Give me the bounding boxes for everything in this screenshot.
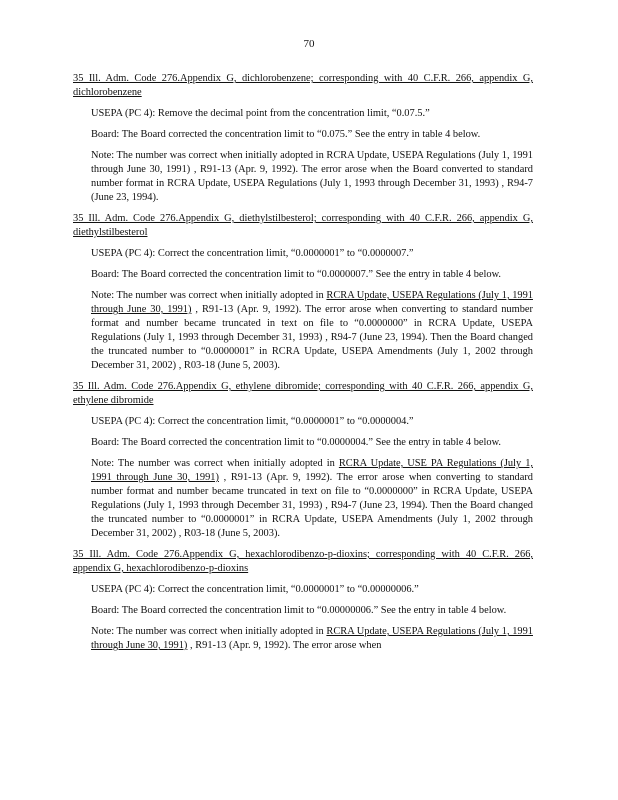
usepa-comment: USEPA (PC 4): Correct the concentration limit, “0.0000001” to “0.00000006.”: [91, 584, 419, 595]
note: [91, 289, 533, 373]
entry-heading: [73, 212, 533, 240]
page-number: 70: [303, 38, 315, 50]
note: [91, 457, 533, 541]
note-text-rest: , R91-13 (Apr. 9, 1992). The error arose when: [187, 640, 382, 651]
note-text: Note: The number was correct when initially adopted in RCRA Update, USEPA Regulations (July 1, 1991 through June 30, 1991) , R91-13 (Apr. 9, 1992). The error arose when the Board converted to standard number format in RCRA Update, USEPA Regulations (July 1, 1993 through December 31, 1993) , R94-7 (June 23, 1994).: [91, 150, 533, 203]
note-text-rest: , R91-13 (Apr. 9, 1992). The error arose when converting to standard number format and number became truncated in text on file to “0.0000000” in RCRA Update, USEPA Regulations (July 1, 1993 through December 31, 1993) , R94-7 (June 23, 1994). Then the Board changed the truncated number to “0.0000001” in RCRA Update, USEPA Amendments (July 1, 2002 through December 31, 2002) , R03-18 (June 5, 2003).: [91, 304, 533, 371]
note-text-start: Note: The number was correct when initially adopted in: [91, 626, 327, 637]
entry-heading-text: 35 Ill. Adm. Code 276.Appendix G, dichlorobenzene; corresponding with 40 C.F.R. 266, appendix G, dichlorobenzene: [73, 73, 533, 98]
usepa-comment: USEPA (PC 4): Remove the decimal point from the concentration limit, “0.07.5.”: [91, 108, 430, 119]
entry-diethylstilbesterol: [73, 212, 533, 373]
note: [91, 149, 533, 205]
entry-heading-text: 35 Ill. Adm. Code 276.Appendix G, ethylene dibromide; corresponding with 40 C.F.R. 266, appendix G, ethylene dibromide: [73, 381, 533, 406]
note-text-start: Note: The number was correct when initially adopted in: [91, 290, 327, 301]
entry-heading: [73, 72, 533, 100]
note-text-start: Note: The number was correct when initially adopted in: [91, 458, 339, 469]
entry-ethylene-dibromide: [73, 380, 533, 541]
note: [91, 625, 533, 653]
board-response: Board: The Board corrected the concentration limit to “0.00000006.” See the entry in table 4 below.: [91, 605, 507, 616]
note-text-rest: , R91-13 (Apr. 9, 1992). The error arose when converting to standard number format and number became truncated in text on file to “0.0000000” in RCRA Update, USEPA Regulations (July 1, 1993 through December 31, 1993) , R94-7 (June 23, 1994). Then the Board changed the truncated number to “0.0000001” in RCRA Update, USEPA Amendments (July 1, 2002 through December 31, 2002) , R03-18 (June 5, 2003).: [91, 472, 533, 539]
entry-hexachlorodibenzo-p-dioxins: [73, 548, 533, 653]
entry-dichlorobenzene: [73, 72, 533, 205]
entry-heading-text: 35 Ill. Adm. Code 276.Appendix G, hexachlorodibenzo-p-dioxins; corresponding with 40 C.F.R. 266, appendix G, hexachlorodibenzo-p-dioxins: [73, 549, 533, 574]
entry-heading: [73, 380, 533, 408]
board-response: Board: The Board corrected the concentration limit to “0.075.” See the entry in table 4 below.: [91, 129, 481, 140]
board-response: Board: The Board corrected the concentration limit to “0.0000004.” See the entry in table 4 below.: [91, 437, 502, 448]
note-citation: RCRA Update, USEPA Regulations (July 1, 1991 through June 30, 1991): [91, 290, 533, 315]
usepa-comment: USEPA (PC 4): Correct the concentration limit, “0.0000001” to “0.0000007.”: [91, 248, 414, 259]
note-citation: RCRA Update, USEPA Regulations (July 1, 1991 through June 30, 1991): [91, 626, 533, 651]
board-response: Board: The Board corrected the concentration limit to “0.0000007.” See the entry in table 4 below.: [91, 269, 502, 280]
usepa-comment: USEPA (PC 4): Correct the concentration limit, “0.0000001” to “0.0000004.”: [91, 416, 414, 427]
entry-heading-text: 35 Ill. Adm. Code 276.Appendix G, diethylstilbesterol; corresponding with 40 C.F.R. 266, appendix G, diethylstilbesterol: [73, 213, 533, 238]
entry-heading: [73, 548, 533, 576]
document-body: [73, 72, 533, 660]
note-citation: RCRA Update, USE PA Regulations (July 1, 1991 through June 30, 1991): [91, 458, 533, 483]
